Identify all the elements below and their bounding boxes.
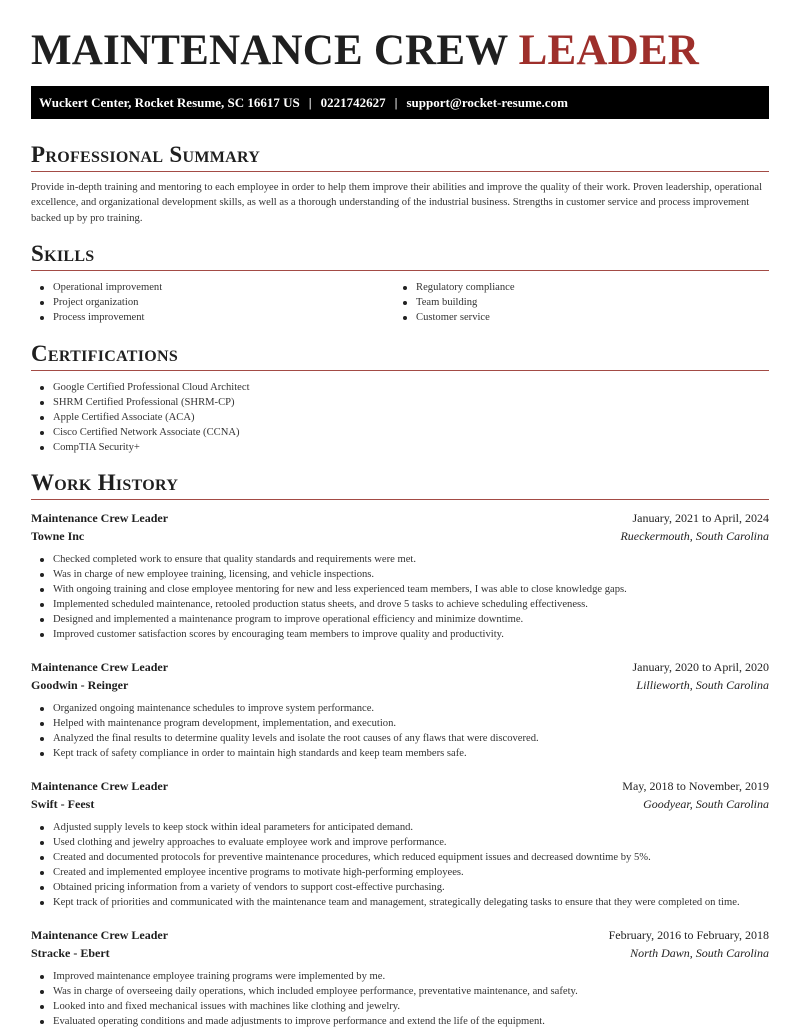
job-bullet: Designed and implemented a maintenance program to improve operational efficiency and minimize downtime. [31, 612, 769, 627]
job-bullet: Checked completed work to ensure that quality standards and requirements were met. [31, 552, 769, 567]
summary-text: Provide in-depth training and mentoring to each employee in order to help them improve their abilities and improve the quality of their work. Proven leadership, operational excellence, and organizational development skills, as well as a thorough understanding of the industrial business. Strengths in customer service and process improvement backed up by pro training. [31, 182, 763, 224]
name-accent: LEADER [518, 27, 700, 74]
job-bullet: Organized ongoing maintenance schedules to improve system performance. [31, 701, 769, 716]
contact-separator: | [394, 94, 398, 110]
job-location: North Dawn, South Carolina [630, 946, 769, 960]
contact-address: Wuckert Center, Rocket Resume, SC 16617 US [39, 94, 300, 110]
job-entry [31, 777, 769, 911]
job-entry [31, 658, 769, 761]
job-dates: January, 2021 to April, 2024 [632, 511, 769, 525]
certifications-list [31, 380, 250, 455]
contact-separator: | [308, 94, 312, 110]
job-bullet: Used clothing and jewelry approaches to evaluate employee work and improve performance. [31, 835, 769, 850]
skill-item: Process improvement [31, 310, 162, 325]
contact-email[interactable]: support@rocket-resume.com [406, 94, 568, 110]
job-bullets [31, 969, 769, 1029]
job-company: Goodwin - Reinger [31, 678, 129, 692]
job-bullet: Analyzed the final results to determine quality levels and isolate the root causes of any flaws that were discovered. [31, 731, 769, 746]
skill-item: Customer service [394, 310, 515, 325]
job-bullet: Improved maintenance employee training programs were implemented by me. [31, 969, 769, 984]
job-bullet: Created and implemented employee incentive programs to motivate high-performing employees. [31, 865, 769, 880]
skill-item: Operational improvement [31, 280, 162, 295]
job-bullets [31, 701, 769, 761]
certification-item: Google Certified Professional Cloud Architect [31, 380, 250, 395]
job-bullets [31, 552, 769, 643]
job-company: Towne Inc [31, 529, 85, 543]
job-location: Lillieworth, South Carolina [636, 678, 769, 692]
job-bullet: With ongoing training and close employee mentoring for new and less experienced team members, I was able to close knowledge gaps. [31, 582, 769, 597]
skills-list-left [31, 280, 162, 325]
skill-item: Team building [394, 295, 515, 310]
job-dates: January, 2020 to April, 2020 [632, 660, 769, 674]
job-dates: May, 2018 to November, 2019 [622, 779, 769, 793]
job-location: Rueckermouth, South Carolina [620, 529, 769, 543]
skill-item: Project organization [31, 295, 162, 310]
job-bullet: Was in charge of overseeing daily operations, which included employee performance, preventative maintenance, and safety. [31, 984, 769, 999]
job-dates: February, 2016 to February, 2018 [608, 928, 769, 942]
job-bullet: Helped with maintenance program development, implementation, and execution. [31, 716, 769, 731]
summary-heading: Professional Summary [31, 141, 769, 172]
skills-list-right [394, 280, 515, 325]
job-entry [31, 509, 769, 643]
certifications-heading: Certifications [31, 340, 769, 371]
job-title: Maintenance Crew Leader [31, 660, 169, 674]
job-bullet: Was in charge of new employee training, licensing, and vehicle inspections. [31, 567, 769, 582]
job-bullets [31, 820, 769, 911]
work-history-heading: Work History [31, 469, 769, 500]
job-title: Maintenance Crew Leader [31, 779, 169, 793]
certification-item: Apple Certified Associate (ACA) [31, 410, 250, 425]
job-bullet: Adjusted supply levels to keep stock within ideal parameters for anticipated demand. [31, 820, 769, 835]
contact-bar [31, 86, 769, 119]
job-company: Stracke - Ebert [31, 946, 110, 960]
job-bullet: Looked into and fixed mechanical issues with machines like clothing and jewelry. [31, 999, 769, 1014]
skill-item: Regulatory compliance [394, 280, 515, 295]
contact-phone: 0221742627 [320, 94, 386, 110]
job-entry [31, 926, 769, 1029]
certification-item: Cisco Certified Network Associate (CCNA) [31, 425, 250, 440]
job-bullet: Improved customer satisfaction scores by encouraging team members to improve quality and productivity. [31, 627, 769, 642]
job-company: Swift - Feest [31, 797, 95, 811]
job-bullet: Created and documented protocols for preventive maintenance procedures, which reduced equipment issues and decreased downtime by 5%. [31, 850, 769, 865]
job-bullet: Implemented scheduled maintenance, retooled production status sheets, and drove 5 tasks to achieve scheduling effectiveness. [31, 597, 769, 612]
candidate-name [31, 27, 699, 75]
name-main: MAINTENANCE CREW [31, 27, 508, 74]
certification-item: SHRM Certified Professional (SHRM-CP) [31, 395, 250, 410]
job-bullet: Kept track of safety compliance in order to maintain high standards and keep team members safe. [31, 746, 769, 761]
certification-item: CompTIA Security+ [31, 440, 250, 455]
job-title: Maintenance Crew Leader [31, 511, 169, 525]
job-bullet: Kept track of priorities and communicated with the maintenance team and management, strategically delegating tasks to ensure that they were completed on time. [31, 895, 769, 910]
job-title: Maintenance Crew Leader [31, 928, 169, 942]
skills-heading: Skills [31, 240, 769, 271]
job-location: Goodyear, South Carolina [643, 797, 769, 811]
job-bullet: Obtained pricing information from a variety of vendors to support cost-effective purchasing. [31, 880, 769, 895]
job-bullet: Evaluated operating conditions and made adjustments to improve performance and extend the life of the equipment. [31, 1014, 769, 1029]
